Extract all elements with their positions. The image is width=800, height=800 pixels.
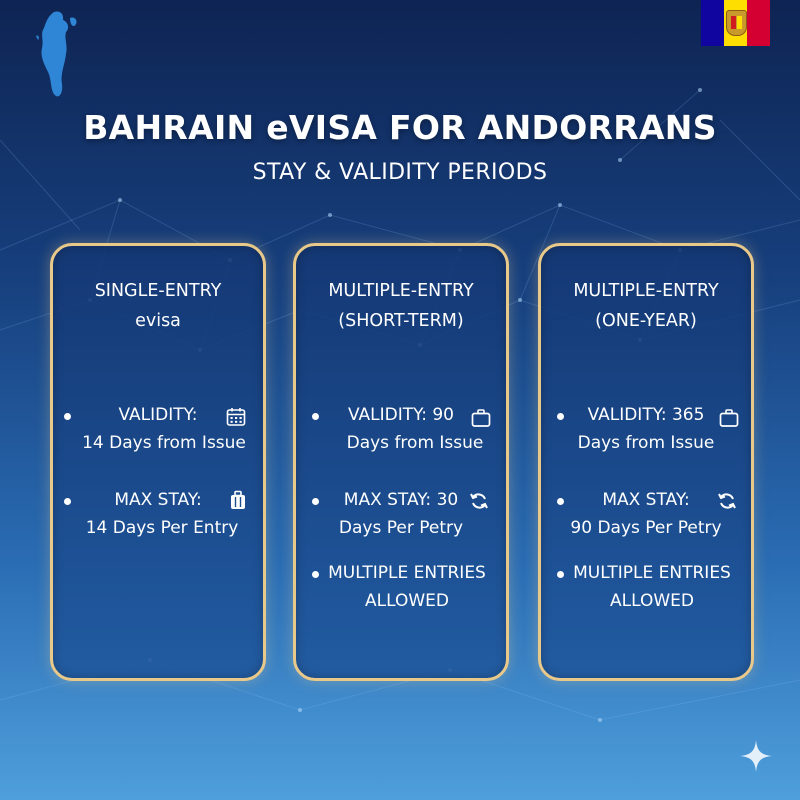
card-title-line: MULTIPLE-ENTRY [573,281,719,301]
card-title [541,276,751,336]
calendar-icon [226,407,246,427]
luggage-icon [228,490,248,510]
card-title-line: SINGLE-ENTRY [94,281,222,301]
item-label: VALIDITY: 90 [347,405,455,425]
sparkle-icon [738,738,774,774]
item-label: MULTIPLE ENTRIES [573,563,731,583]
item-detail: Days from Issue [346,433,484,453]
item-detail: 90 Days Per Petry [570,518,722,538]
single-entry-card [50,243,266,681]
coat-of-arms-icon [726,10,747,36]
bahrain-map-icon [30,8,86,100]
item-label: MAX STAY: [114,490,202,510]
briefcase-icon [471,408,491,428]
item-label: MAX STAY: [602,490,690,510]
card-title-line: evisa [135,311,181,331]
multiple-entry-short-term-card [293,243,509,681]
briefcase-icon [719,408,739,428]
card-title-line: MULTIPLE-ENTRY [328,281,474,301]
flag-stripe-red [747,0,770,46]
flag-stripe-blue [701,0,724,46]
item-label: MAX STAY: 30 [343,490,459,510]
item-detail: Days from Issue [577,433,715,453]
refresh-icon [469,491,489,511]
page-subtitle: STAY & VALIDITY PERIODS [252,160,548,185]
card-title [296,276,506,336]
multiple-entry-one-year-card [538,243,754,681]
page-title: BAHRAIN eVISA FOR ANDORRANS [83,108,717,147]
item-detail: ALLOWED [610,591,694,611]
item-label: MULTIPLE ENTRIES [328,563,486,583]
refresh-icon [717,491,737,511]
card-title-line: (SHORT-TERM) [338,311,464,331]
andorra-flag-icon [701,0,770,46]
item-detail: ALLOWED [365,591,449,611]
item-label: VALIDITY: 365 [587,405,705,425]
item-detail: 14 Days from Issue [82,433,246,453]
item-detail: Days Per Petry [338,518,464,538]
card-title [53,276,263,336]
card-title-line: (ONE-YEAR) [595,311,697,331]
item-detail: 14 Days Per Entry [85,518,239,538]
item-label: VALIDITY: [118,405,198,425]
